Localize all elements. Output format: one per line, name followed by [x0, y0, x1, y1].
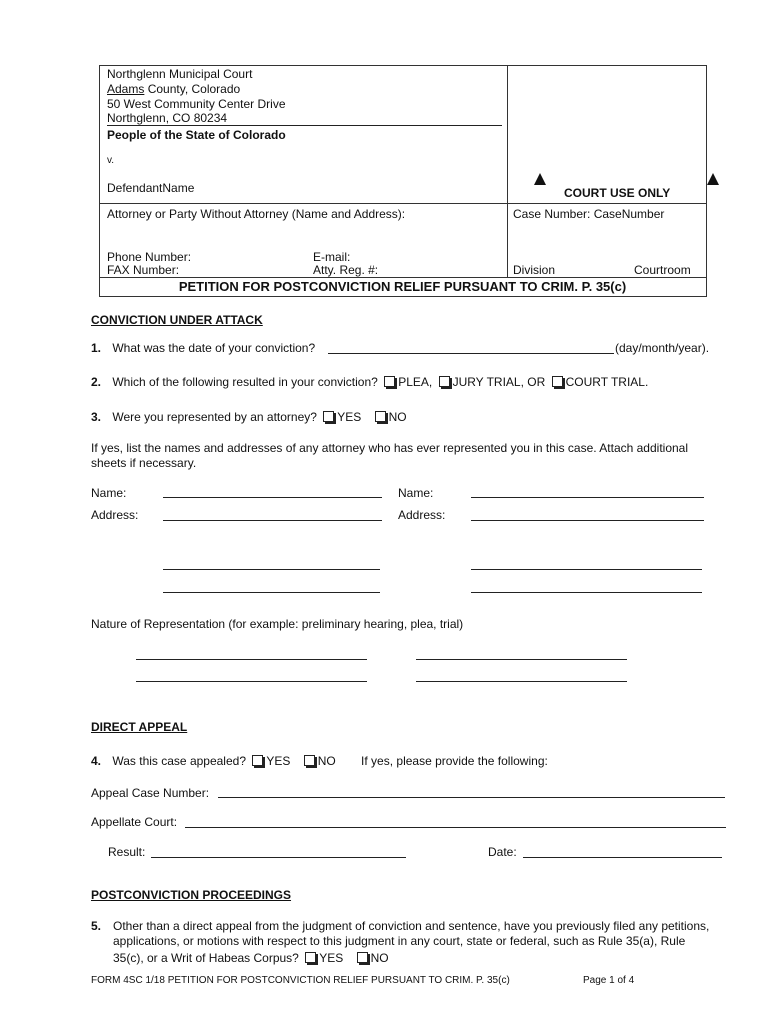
caption-divider-attorney [99, 203, 706, 204]
attorney-1-address-line-3[interactable] [163, 592, 380, 593]
up-arrow-left-icon [534, 173, 546, 185]
appeal-case-number-field[interactable] [218, 797, 725, 798]
jury-trial-checkbox[interactable] [439, 376, 450, 387]
date-format-label: (day/month/year). [615, 341, 710, 355]
represented-no-checkbox[interactable] [375, 411, 386, 422]
question-2 [91, 375, 648, 389]
question-5-line-2: applications, or motions with respect to this judgment in any court, state or federal, such as Rule 35(a), Rule [113, 934, 686, 948]
result-label: Result: [108, 845, 146, 859]
court-use-only: COURT USE ONLY [564, 186, 671, 200]
attorney-1-address-field[interactable] [163, 520, 382, 521]
caption-divider-vertical [507, 65, 508, 278]
result-field[interactable] [151, 857, 406, 858]
attorney-2-name-label: Name: [398, 486, 434, 500]
court-name: Northglenn Municipal Court [107, 67, 253, 81]
represented-yes-label: YES [337, 410, 362, 424]
atty-reg-label: Atty. Reg. #: [313, 263, 379, 277]
question-2-number: 2. [91, 375, 102, 389]
nature-field-4[interactable] [416, 681, 627, 682]
question-5-line-3 [113, 951, 389, 965]
appeal-date-field[interactable] [523, 857, 722, 858]
question-5-line-1: Other than a direct appeal from the judgment of conviction and sentence, have you previously filed any petitions, [113, 919, 710, 933]
court-trial-checkbox[interactable] [552, 376, 563, 387]
appeal-followup-text: If yes, please provide the following: [361, 754, 548, 768]
attorney-1-name-field[interactable] [163, 497, 382, 498]
court-city: Northglenn, CO 80234 [107, 111, 228, 125]
nature-field-3[interactable] [136, 681, 367, 682]
court-county [107, 82, 240, 96]
court-trial-option: COURT TRIAL. [565, 375, 649, 389]
date-label: Date: [488, 845, 517, 859]
prior-petition-yes-label: YES [319, 951, 344, 965]
court-county-rest: County, Colorado [144, 82, 241, 96]
question-4-text: Was this case appealed? [112, 754, 246, 768]
attorney-2-address-line-3[interactable] [471, 592, 702, 593]
question-1-text: What was the date of your conviction? [112, 341, 316, 355]
nature-field-2[interactable] [416, 659, 627, 660]
footer-form-id: FORM 4SC 1/18 PETITION FOR POSTCONVICTION RELIEF PURSUANT TO CRIM. P. 35(c) [91, 975, 510, 986]
appellate-court-field[interactable] [185, 827, 726, 828]
section-postconviction-heading: POSTCONVICTION PROCEEDINGS [91, 888, 292, 902]
appealed-yes-label: YES [266, 754, 291, 768]
prior-petition-no-checkbox[interactable] [357, 952, 368, 963]
jury-trial-option: JURY TRIAL, OR [452, 375, 546, 389]
court-county-name: Adams [107, 82, 145, 96]
division-label: Division [513, 263, 556, 277]
attorney-2-address-line-2[interactable] [471, 569, 702, 570]
question-5-line-3-text: 35(c), or a Writ of Habeas Corpus? [113, 951, 299, 965]
caption-divider-title [99, 277, 706, 278]
plea-option: PLEA, [398, 375, 433, 389]
conviction-date-field[interactable] [328, 353, 614, 354]
attorney-2-address-field[interactable] [471, 520, 704, 521]
question-3 [91, 410, 407, 424]
nature-field-1[interactable] [136, 659, 367, 660]
question-3-text: Were you represented by an attorney? [112, 410, 317, 424]
attorney-2-name-field[interactable] [471, 497, 704, 498]
courtroom-label: Courtroom [634, 263, 691, 277]
section-direct-appeal-heading: DIRECT APPEAL [91, 720, 188, 734]
fax-label: FAX Number: [107, 263, 180, 277]
attorney-label: Attorney or Party Without Attorney (Name and Address): [107, 207, 406, 221]
appealed-yes-checkbox[interactable] [252, 755, 263, 766]
attorney-instructions: If yes, list the names and addresses of any attorney who has ever represented you in this case. Attach additional sheets if necessary. [91, 441, 689, 470]
prior-petition-yes-checkbox[interactable] [305, 952, 316, 963]
section-conviction-heading: CONVICTION UNDER ATTACK [91, 313, 263, 327]
appellate-court-label: Appellate Court: [91, 815, 178, 829]
attorney-1-address-line-2[interactable] [163, 569, 380, 570]
versus-label: v. [107, 155, 115, 166]
up-arrow-right-icon [707, 173, 719, 185]
court-address-underline [107, 125, 502, 126]
email-label: E-mail: [313, 250, 351, 264]
attorney-1-address-label: Address: [91, 508, 139, 522]
question-4-number: 4. [91, 754, 102, 768]
question-1-number: 1. [91, 341, 102, 355]
attorney-2-address-label: Address: [398, 508, 446, 522]
question-3-number: 3. [91, 410, 102, 424]
defendant-name: DefendantName [107, 181, 195, 195]
plea-checkbox[interactable] [384, 376, 395, 387]
appeal-case-number-label: Appeal Case Number: [91, 786, 210, 800]
prior-petition-no-label: NO [370, 951, 389, 965]
represented-yes-checkbox[interactable] [323, 411, 334, 422]
question-5-number: 5. [91, 919, 102, 933]
represented-no-label: NO [388, 410, 407, 424]
court-street: 50 West Community Center Drive [107, 97, 286, 111]
attorney-1-name-label: Name: [91, 486, 127, 500]
case-number: Case Number: CaseNumber [513, 207, 665, 221]
plaintiff-name: People of the State of Colorado [107, 128, 286, 142]
appealed-no-checkbox[interactable] [304, 755, 315, 766]
question-4 [91, 754, 548, 768]
question-1 [91, 341, 315, 355]
appealed-no-label: NO [317, 754, 336, 768]
phone-label: Phone Number: [107, 250, 192, 264]
footer-page-number: Page 1 of 4 [583, 975, 635, 986]
nature-of-representation-label: Nature of Representation (for example: preliminary hearing, plea, trial) [91, 617, 464, 631]
question-2-text: Which of the following resulted in your conviction? [112, 375, 378, 389]
form-title: PETITION FOR POSTCONVICTION RELIEF PURSUANT TO CRIM. P. 35(c) [178, 279, 627, 294]
